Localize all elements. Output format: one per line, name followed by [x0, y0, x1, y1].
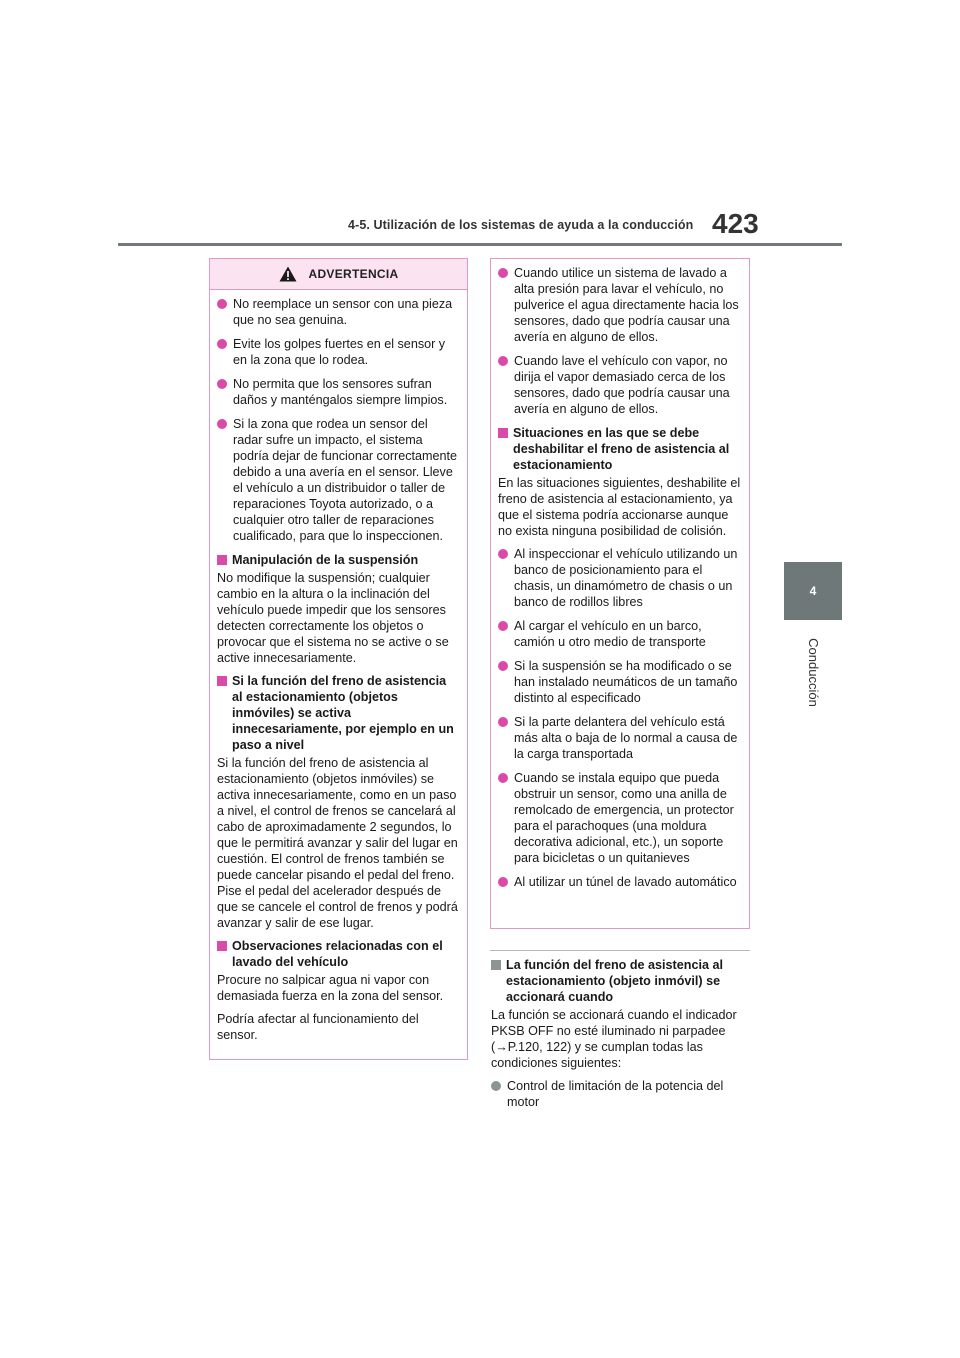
paragraph: En las situaciones siguientes, deshabilite el freno de asistencia al estacionamiento, ya que el sistema podría accionarse aunque no exista ninguna posibilidad de colisión.	[498, 476, 741, 538]
bullet-dot-icon	[498, 717, 508, 727]
list-item: No reemplace un sensor con una pieza que no sea genuina.	[217, 296, 459, 328]
bullet-dot-icon	[498, 661, 508, 671]
list-item: Al cargar el vehículo en un barco, camión u otro medio de transporte	[498, 618, 741, 650]
paragraph: La función se accionará cuando el indicador PKSB OFF no esté iluminado ni parpadee (→P.120, 122) y se cumplan todas las condiciones siguientes:	[491, 1008, 737, 1070]
warning-box-right	[490, 258, 750, 929]
list-item: Si la parte delantera del vehículo está más alta o baja de lo normal a causa de la carga transportada	[498, 714, 741, 762]
subsection-heading: Situaciones en las que se debe deshabilitar el freno de asistencia al estacionamiento	[498, 425, 741, 473]
info-section	[490, 950, 750, 1118]
warning-triangle-icon	[279, 266, 297, 282]
bullet-dot-icon	[217, 339, 227, 349]
subsection-heading: Si la función del freno de asistencia al estacionamiento (objetos inmóviles) se activa innecesariamente, por ejemplo en un paso a nivel	[217, 673, 459, 753]
header-rule	[118, 243, 842, 246]
page-number: 423	[712, 208, 759, 239]
bullet-dot-icon	[491, 1081, 501, 1091]
warning-header-label: ADVERTENCIA	[308, 267, 399, 281]
bullet-dot-icon	[217, 419, 227, 429]
square-bullet-icon	[217, 941, 227, 951]
chapter-number: 4	[809, 584, 817, 598]
list-item: Cuando utilice un sistema de lavado a alta presión para lavar el vehículo, no pulverice el agua directamente hacia los sensores, dado que podría causar una avería en alguno de ellos.	[498, 265, 741, 345]
paragraph: No modifique la suspensión; cualquier cambio en la altura o la inclinación del vehículo puede impedir que los sensores detecten correctamente los objetos o provocar que el sistema no se active o se active innecesariamente.	[217, 571, 449, 665]
list-item: Si la suspensión se ha modificado o se han instalado neumáticos de un tamaño distinto al especificado	[498, 658, 741, 706]
warning-header	[210, 259, 467, 290]
bullet-dot-icon	[498, 773, 508, 783]
section-title: 4-5. Utilización de los sistemas de ayuda a la conducción	[348, 218, 694, 232]
bullet-dot-icon	[498, 549, 508, 559]
square-bullet-icon	[491, 960, 501, 970]
paragraph: Podría afectar al funcionamiento del sensor.	[217, 1012, 419, 1042]
subsection-heading: Manipulación de la suspensión	[217, 552, 459, 568]
paragraph: Si la función del freno de asistencia al estacionamiento (objetos inmóviles) se activa innecesariamente, como en un paso a nivel, el control de frenos se cancelará al cabo de aproximadamente 2 segundos, lo que le permitirá avanzar y salir del lugar en cuestión. El control de frenos también se puede cancelar pisando el pedal del freno. Pise el pedal del acelerador después de que se cancele el control de frenos y podrá avanzar y salir de ese lugar.	[217, 756, 458, 930]
bullet-dot-icon	[498, 621, 508, 631]
chapter-label: Conducción	[805, 637, 821, 707]
bullet-dot-icon	[498, 877, 508, 887]
list-item: Control de limitación de la potencia del motor	[491, 1078, 750, 1110]
subsection-heading: Observaciones relacionadas con el lavado del vehículo	[217, 938, 459, 970]
bullet-dot-icon	[498, 356, 508, 366]
list-item: Cuando se instala equipo que pueda obstruir un sensor, como una anilla de remolcado de emergencia, un protector para el parachoques (una moldura decorativa adicional, etc.), un soporte para bicicletas o un quitanieves	[498, 770, 741, 866]
bullet-dot-icon	[498, 268, 508, 278]
list-item: Evite los golpes fuertes en el sensor y en la zona que lo rodea.	[217, 336, 459, 368]
square-bullet-icon	[498, 428, 508, 438]
warning-box-left	[209, 258, 468, 1060]
list-item: Al utilizar un túnel de lavado automático	[498, 874, 741, 890]
bullet-dot-icon	[217, 299, 227, 309]
list-item: Cuando lave el vehículo con vapor, no dirija el vapor demasiado cerca de los sensores, dado que podría causar una avería en alguno de ellos.	[498, 353, 741, 417]
paragraph: Procure no salpicar agua ni vapor con demasiada fuerza en la zona del sensor.	[217, 973, 444, 1003]
list-item: Si la zona que rodea un sensor del radar sufre un impacto, el sistema podría dejar de funcionar correctamente debido a una avería en el sensor. Lleve el vehículo a un distribuidor o taller de reparaciones Toyota autorizado, o a cualquier otro taller de reparaciones cualificado, para que lo inspeccionen.	[217, 416, 459, 544]
bullet-dot-icon	[217, 379, 227, 389]
square-bullet-icon	[217, 676, 227, 686]
list-item: Al inspeccionar el vehículo utilizando un banco de posicionamiento para el chasis, un dinamómetro de chasis o un banco de rodillos libres	[498, 546, 741, 610]
subsection-heading: La función del freno de asistencia al estacionamiento (objeto inmóvil) se accionará cuando	[491, 957, 750, 1005]
list-item: No permita que los sensores sufran daños y manténgalos siempre limpios.	[217, 376, 459, 408]
square-bullet-icon	[217, 555, 227, 565]
chapter-tab[interactable]	[784, 562, 842, 620]
